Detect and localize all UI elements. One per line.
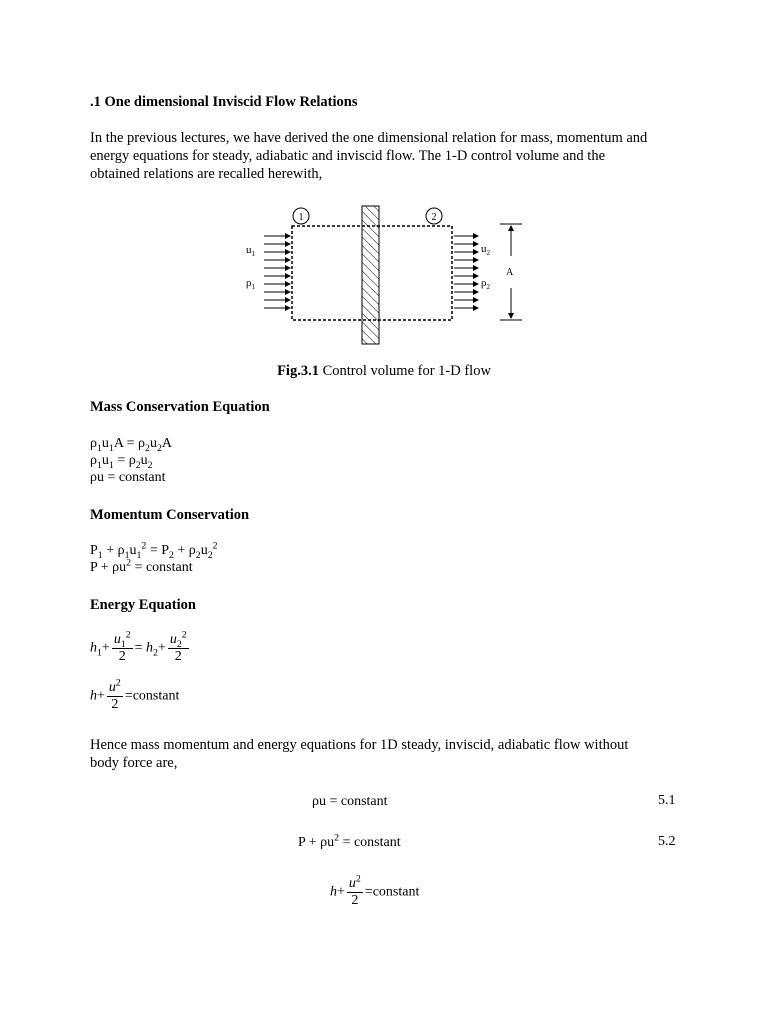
momentum-eq-1: $P_1 + \rho_1u_1^2 = P_2 + \rho_2u_2^2$: [90, 540, 218, 561]
control-volume-figure: [240, 200, 540, 350]
rho1-label: $\rho_1$: [246, 277, 255, 291]
momentum-eq-2: $P + \rho u^2$ = constant: [90, 557, 193, 575]
intro-line: obtained relations are recalled herewith,: [90, 166, 323, 182]
u1-label: $u_1$: [246, 244, 255, 258]
area-label: A: [506, 267, 514, 278]
outlet-arrows: [454, 236, 478, 308]
intro-line: In the previous lectures, we have derived the one dimensional relation for mass, momentum and: [90, 130, 648, 146]
equation-number-5-1: 5.1: [658, 793, 676, 808]
figure-caption-number: Fig.3.1: [277, 363, 319, 379]
mass-eq-2: $\rho_1u_1 = \rho_2u_2$: [90, 453, 153, 471]
rho2-label: $\rho_2$: [481, 277, 490, 291]
energy-heading: Energy Equation: [90, 597, 196, 613]
figure-caption-text: Control volume for 1-D flow: [318, 363, 491, 379]
inlet-arrows: [264, 236, 290, 308]
energy-eq-1: $h_1+$ $\frac{u_1^2}{2}$ = $h_2+$ $\frac{u_2^2}{2}$: [90, 629, 187, 664]
intro-line: energy equations for steady, adiabatic and inviscid flow. The 1-D control volume and the: [90, 148, 606, 164]
figure-caption: [0, 362, 768, 380]
summary-line: Hence mass momentum and energy equations for 1D steady, inviscid, adiabatic flow without: [90, 737, 629, 753]
final-eq-1: ρu = constant: [312, 794, 388, 809]
station-2-label: 2: [431, 212, 437, 223]
intro-paragraph: [90, 129, 690, 183]
mass-eq-1: $\rho_1u_1A = \rho_2u_2A$: [90, 436, 172, 454]
mass-equations: [90, 435, 172, 486]
station-1-label: 1: [298, 212, 304, 223]
equation-number-5-2: 5.2: [658, 834, 676, 849]
u2-label: $u_2$: [481, 243, 490, 257]
summary-line: body force are,: [90, 755, 178, 771]
mass-heading: Mass Conservation Equation: [90, 399, 270, 415]
momentum-equations: [90, 542, 218, 576]
final-eq-3: h+ $\frac{u^2}{2}$ =constant: [330, 873, 420, 908]
section-title: .1 One dimensional Inviscid Flow Relations: [90, 94, 358, 110]
hatched-wall: [362, 206, 379, 344]
momentum-heading: Momentum Conservation: [90, 507, 250, 523]
summary-paragraph: [90, 736, 690, 772]
final-eq-2: $P + \rho u^2$ = constant: [298, 832, 401, 850]
mass-eq-3: ρu = constant: [90, 470, 166, 485]
energy-eq-2: h+ $\frac{u^2}{2}$ =constant: [90, 677, 180, 712]
